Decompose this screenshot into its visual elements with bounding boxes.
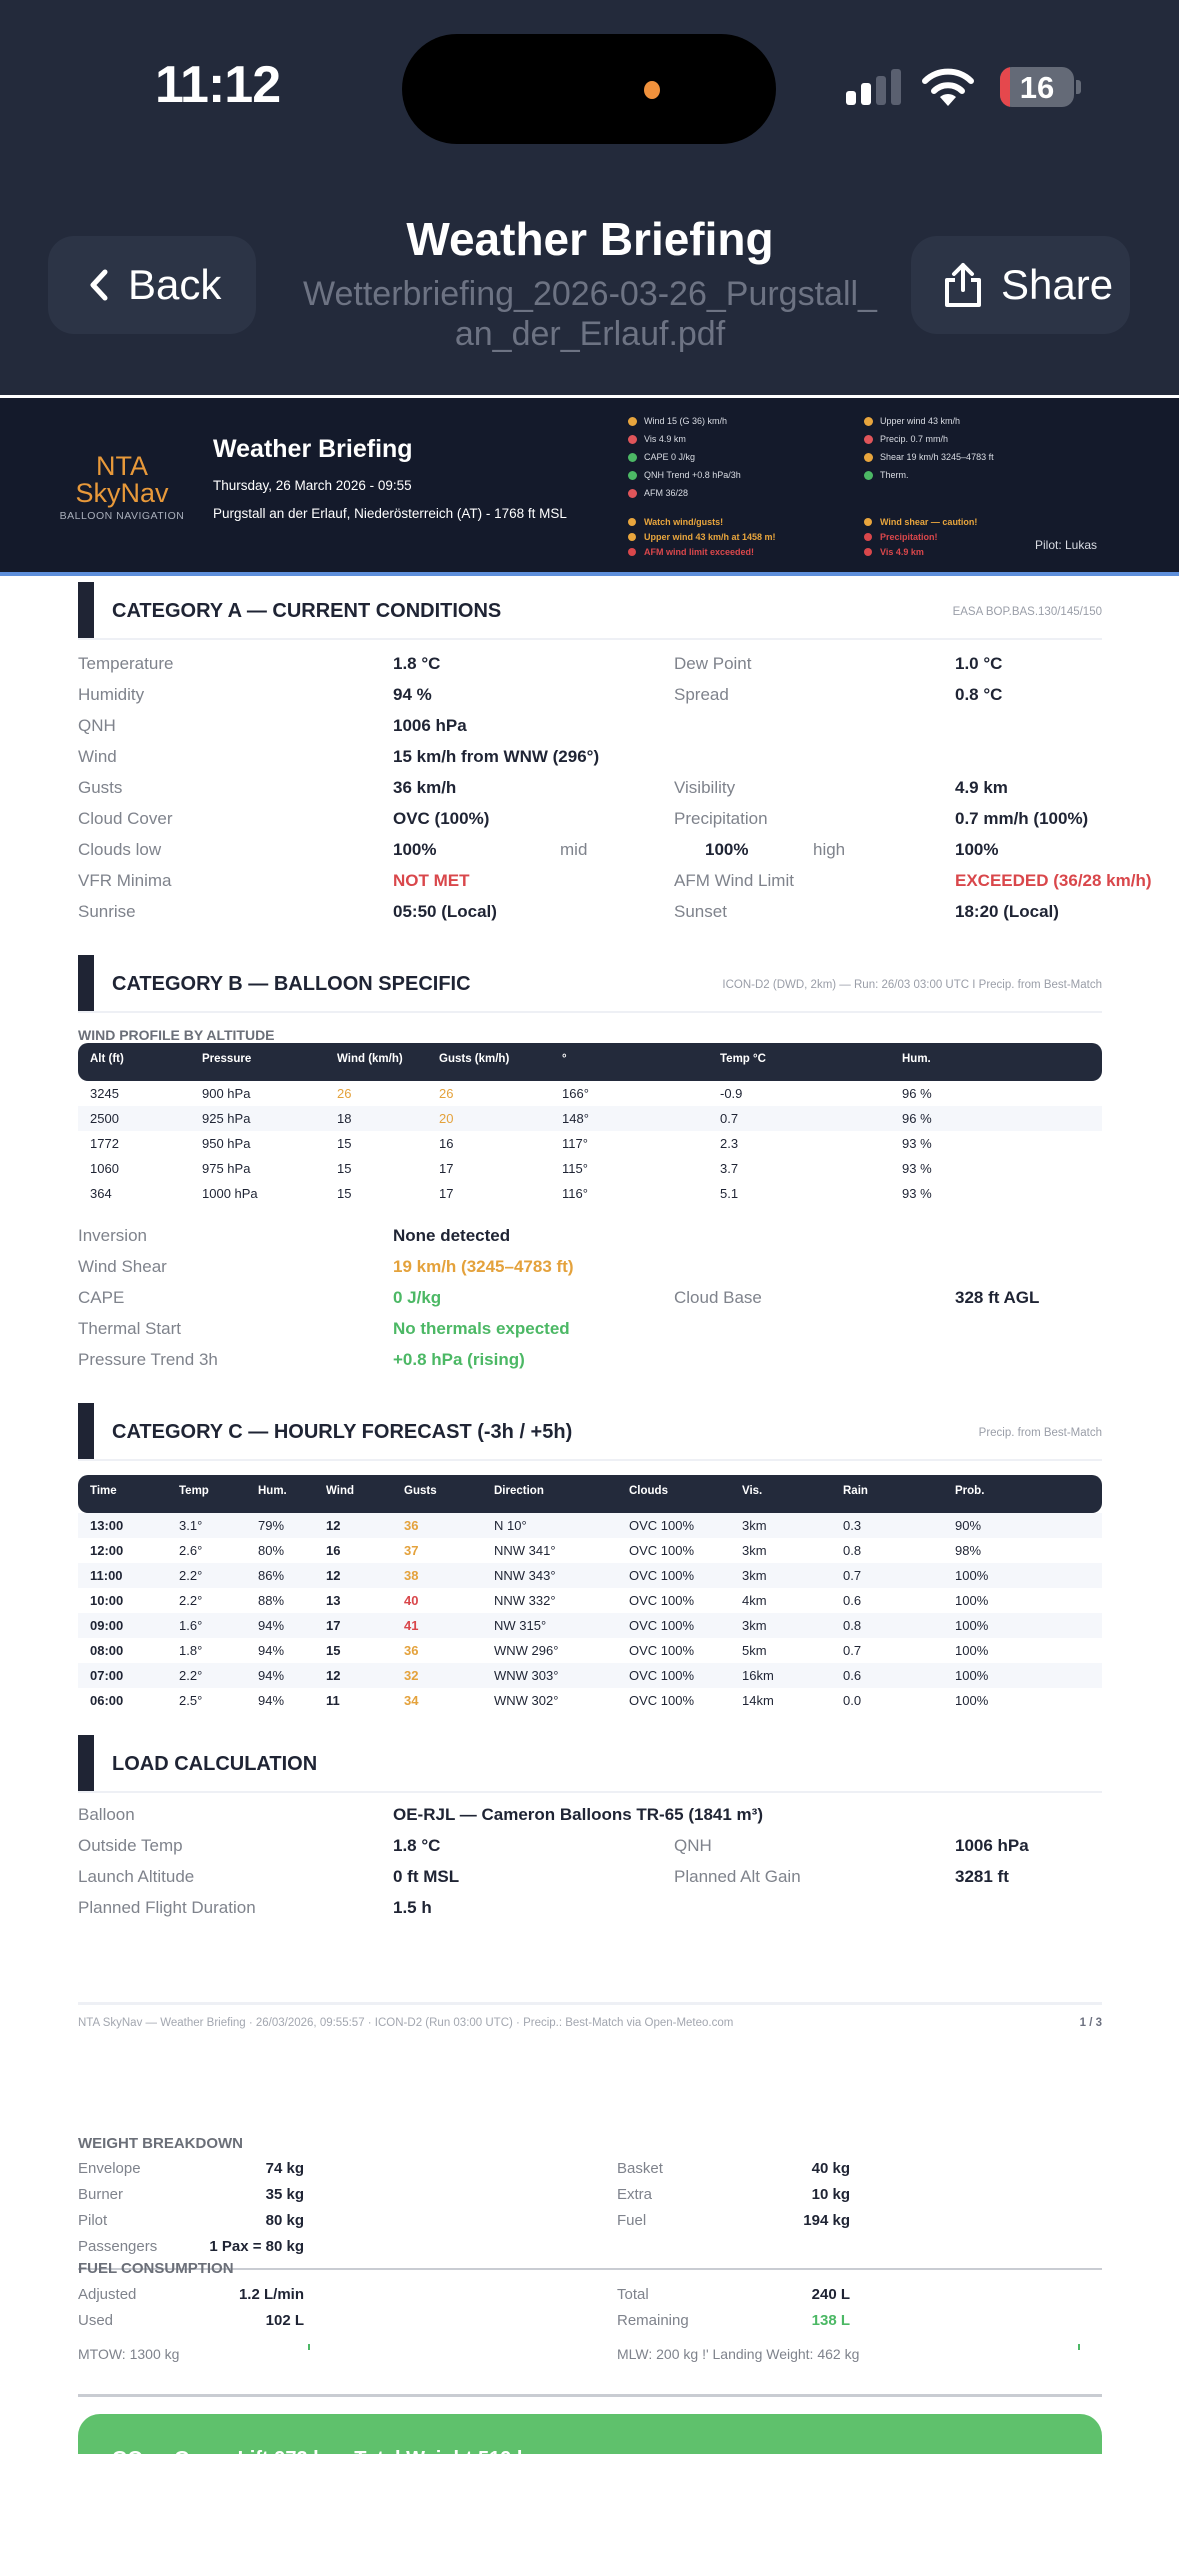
- alert-list-left: [628, 514, 858, 559]
- share-label: Share: [1001, 261, 1114, 308]
- wifi-icon: [920, 64, 976, 108]
- section-note: ICON-D2 (DWD, 2km) — Run: 26/03 03:00 UTC I Precip. from Best-Match: [722, 979, 1102, 991]
- app-top-bar: [0, 0, 1179, 395]
- status-dot-icon: [628, 435, 637, 444]
- kv-row: Launch Altitude 0 ft MSL Planned Alt Gain 3281 ft: [78, 1867, 1009, 1886]
- status-dot-icon: [864, 417, 873, 426]
- indicator: AFM 36/28: [628, 484, 858, 502]
- alert-dot-icon: [628, 518, 636, 526]
- section-title: CATEGORY C — HOURLY FORECAST (-3h / +5h): [112, 1421, 573, 1443]
- table-row: 1060 975 hPa 15 17 115° 3.7 93 %: [90, 1161, 932, 1176]
- kv-row: Planned Flight Duration 1.5 h: [78, 1898, 432, 1917]
- status-dot-icon: [864, 435, 873, 444]
- page-number: 1 / 3: [1079, 2017, 1102, 2029]
- briefing-title: Weather Briefing: [213, 435, 413, 463]
- indicator: Upper wind 43 km/h: [864, 412, 1094, 430]
- mtow-gauge-tick: [308, 2344, 310, 2350]
- kv-row: Pressure Trend 3h +0.8 hPa (rising): [78, 1350, 525, 1369]
- back-label: Back: [128, 261, 222, 308]
- indicator-list-left: [628, 412, 858, 502]
- table-row: 10:00 2.2° 88% 13 40 NNW 332° OVC 100% 4km 0.6 100%: [90, 1593, 989, 1608]
- mlw: MLW: 200 kg !' Landing Weight: 462 kg: [617, 2346, 860, 2362]
- cellular-signal-icon: [846, 69, 901, 105]
- limits-row: [78, 2342, 1102, 2368]
- mtow: MTOW: 1300 kg: [78, 2346, 180, 2362]
- status-dot-icon: [628, 417, 637, 426]
- recording-indicator-icon: [644, 81, 660, 99]
- vfr-row: VFR Minima NOT MET AFM Wind Limit EXCEEDED (36/28 km/h): [78, 871, 1152, 890]
- status-dot-icon: [628, 471, 637, 480]
- battery-icon: [1000, 67, 1074, 107]
- kv-row: Inversion None detected: [78, 1226, 511, 1245]
- vfr-status-badge: NOT MET: [393, 871, 470, 890]
- kv-row: CAPE 0 J/kg Cloud Base 328 ft AGL: [78, 1288, 1040, 1307]
- chevron-left-icon: [88, 268, 110, 302]
- table-row: 11:00 2.2° 86% 12 38 NNW 343° OVC 100% 3km 0.7 100%: [78, 1563, 1102, 1588]
- category-c-section: [78, 1403, 1102, 1713]
- load-calculation-section: [78, 1735, 1102, 1923]
- alert-item: Wind shear — caution!: [864, 514, 1094, 529]
- table-row: 09:00 1.6° 94% 17 41 NW 315° OVC 100% 3km 0.8 100%: [78, 1613, 1102, 1638]
- file-name: Wetterbriefing_2026-03-26_Purgstall_an_der_Erlauf.pdf: [303, 275, 877, 353]
- section-title: CATEGORY A — CURRENT CONDITIONS: [112, 600, 502, 622]
- sun-row: Sunrise 05:50 (Local) Sunset 18:20 (Local): [78, 902, 1059, 921]
- kv-row: Wind Shear 19 km/h (3245–4783 ft): [78, 1257, 574, 1276]
- clouds-row: Clouds low 100% mid 100% high 100%: [78, 840, 999, 859]
- dynamic-island: [402, 34, 776, 144]
- hourly-table-header: Time Temp Hum. Wind Gusts Direction Clouds Vis. Rain Prob.: [78, 1475, 1102, 1513]
- indicator-list-right: [864, 412, 1094, 484]
- indicator: Vis 4.9 km: [628, 430, 858, 448]
- indicator: Shear 19 km/h 3245–4783 ft: [864, 448, 1094, 466]
- status-time: 11:12: [155, 56, 281, 114]
- alert-dot-icon: [628, 548, 636, 556]
- kv-row: Adjusted 1.2 L/min Total 240 L: [78, 2286, 850, 2303]
- kv-row: Temperature 1.8 °C Dew Point 1.0 °C: [78, 654, 1003, 673]
- pilot-name: Pilot: Lukas: [1035, 538, 1098, 552]
- kv-row: Cloud Cover OVC (100%) Precipitation 0.7 mm/h (100%): [78, 809, 1089, 828]
- status-dot-icon: [864, 453, 873, 462]
- page-title: Weather Briefing: [406, 213, 774, 265]
- status-dot-icon: [628, 489, 637, 498]
- alert-dot-icon: [864, 533, 872, 541]
- share-button[interactable]: [911, 236, 1130, 334]
- table-row: 13:00 3.1° 79% 12 36 N 10° OVC 100% 3km 0.3 90%: [78, 1513, 1102, 1538]
- indicator: Therm.: [864, 466, 1094, 484]
- wind-profile-table-header: Alt (ft) Pressure Wind (km/h) Gusts (km/h) ° Temp °C Hum.: [78, 1043, 1102, 1081]
- pdf-briefing-header: [0, 398, 1179, 576]
- category-a-section: [78, 582, 1152, 927]
- indicator: QNH Trend +0.8 hPa/3h: [628, 466, 858, 484]
- table-row: 2500 925 hPa 18 20 148° 0.7 96 %: [78, 1106, 1102, 1131]
- status-dot-icon: [864, 471, 873, 480]
- weight-breakdown-title: WEIGHT BREAKDOWN: [78, 2135, 243, 2152]
- battery-level: 16: [1019, 70, 1055, 105]
- alert-item: AFM wind limit exceeded!: [628, 544, 858, 559]
- indicator: Precip. 0.7 mm/h: [864, 430, 1094, 448]
- alert-item: Watch wind/gusts!: [628, 514, 858, 529]
- kv-row: Balloon OE-RJL — Cameron Balloons TR-65 (1841 m³): [78, 1805, 763, 1824]
- kv-row: Outside Temp 1.8 °C QNH 1006 hPa: [78, 1836, 1029, 1855]
- kv-row: Envelope 74 kg Basket 40 kg: [78, 2160, 850, 2177]
- table-row: 06:00 2.5° 94% 11 34 WNW 302° OVC 100% 14km 0.0 100%: [90, 1693, 989, 1708]
- alert-item: Vis 4.9 km: [864, 544, 1094, 559]
- kv-row: Wind 15 km/h from WNW (296°): [78, 747, 600, 766]
- alert-list-right: [864, 514, 1094, 559]
- table-row: 12:00 2.6° 80% 16 37 NNW 341° OVC 100% 3km 0.8 98%: [90, 1543, 982, 1558]
- indicator: CAPE 0 J/kg: [628, 448, 858, 466]
- table-row: 364 1000 hPa 15 17 116° 5.1 93 %: [90, 1186, 932, 1201]
- section-note: EASA BOP.BAS.130/145/150: [952, 606, 1102, 618]
- kv-row: Gusts 36 km/h Visibility 4.9 km: [78, 778, 1008, 797]
- nta-skynav-logo: NTA SkyNav BALLOON NAVIGATION: [59, 451, 185, 522]
- alert-dot-icon: [628, 533, 636, 541]
- table-row: 08:00 1.8° 94% 15 36 WNW 296° OVC 100% 5km 0.7 100%: [90, 1643, 989, 1658]
- section-note: Precip. from Best-Match: [978, 1427, 1102, 1439]
- table-row: 07:00 2.2° 94% 12 32 WNW 303° OVC 100% 16km 0.6 100%: [78, 1663, 1102, 1688]
- weight-breakdown-section: [78, 2132, 1102, 2397]
- back-button[interactable]: [48, 236, 256, 334]
- table-row: 3245 900 hPa 26 26 166° -0.9 96 %: [90, 1086, 932, 1101]
- footer-text: NTA SkyNav — Weather Briefing · 26/03/2026, 09:55:57 · ICON-D2 (Run 03:00 UTC) · Precip.: Best-Match via Open-Meteo.com: [78, 2017, 734, 2029]
- kv-row: Pilot 80 kg Fuel 194 kg: [78, 2212, 850, 2229]
- alert-dot-icon: [864, 518, 872, 526]
- kv-row: Humidity 94 % Spread 0.8 °C: [78, 685, 1003, 704]
- alert-dot-icon: [864, 548, 872, 556]
- section-title: LOAD CALCULATION: [112, 1753, 318, 1775]
- divider: [78, 2394, 1102, 2397]
- kv-row: QNH 1006 hPa: [78, 716, 467, 735]
- briefing-location: Purgstall an der Erlauf, Niederösterreich (AT) - 1768 ft MSL: [213, 506, 567, 521]
- section-title: CATEGORY B — BALLOON SPECIFIC: [112, 973, 471, 995]
- category-b-section: [78, 955, 1102, 1375]
- pdf-page-footer: [78, 2002, 1102, 2029]
- briefing-date: Thursday, 26 March 2026 - 09:55: [213, 478, 412, 493]
- share-icon: [943, 262, 983, 308]
- kv-row: Thermal Start No thermals expected: [78, 1319, 570, 1338]
- afm-status-badge: EXCEEDED (36/28 km/h): [955, 871, 1152, 890]
- wind-profile-title: WIND PROFILE BY ALTITUDE: [78, 1027, 275, 1043]
- indicator: Wind 15 (G 36) km/h: [628, 412, 858, 430]
- kv-row: Used 102 L Remaining 138 L: [78, 2312, 850, 2329]
- kv-row: Burner 35 kg Extra 10 kg: [78, 2186, 850, 2203]
- kv-row: Passengers 1 Pax = 80 kg: [78, 2238, 304, 2255]
- alert-item: Precipitation!: [864, 529, 1094, 544]
- mlw-gauge-tick: [1078, 2344, 1080, 2350]
- status-dot-icon: [628, 453, 637, 462]
- fuel-consumption-title: FUEL CONSUMPTION: [78, 2260, 234, 2277]
- table-row: 1772 950 hPa 15 16 117° 2.3 93 %: [90, 1136, 932, 1151]
- alert-item: Upper wind 43 km/h at 1458 m!: [628, 529, 858, 544]
